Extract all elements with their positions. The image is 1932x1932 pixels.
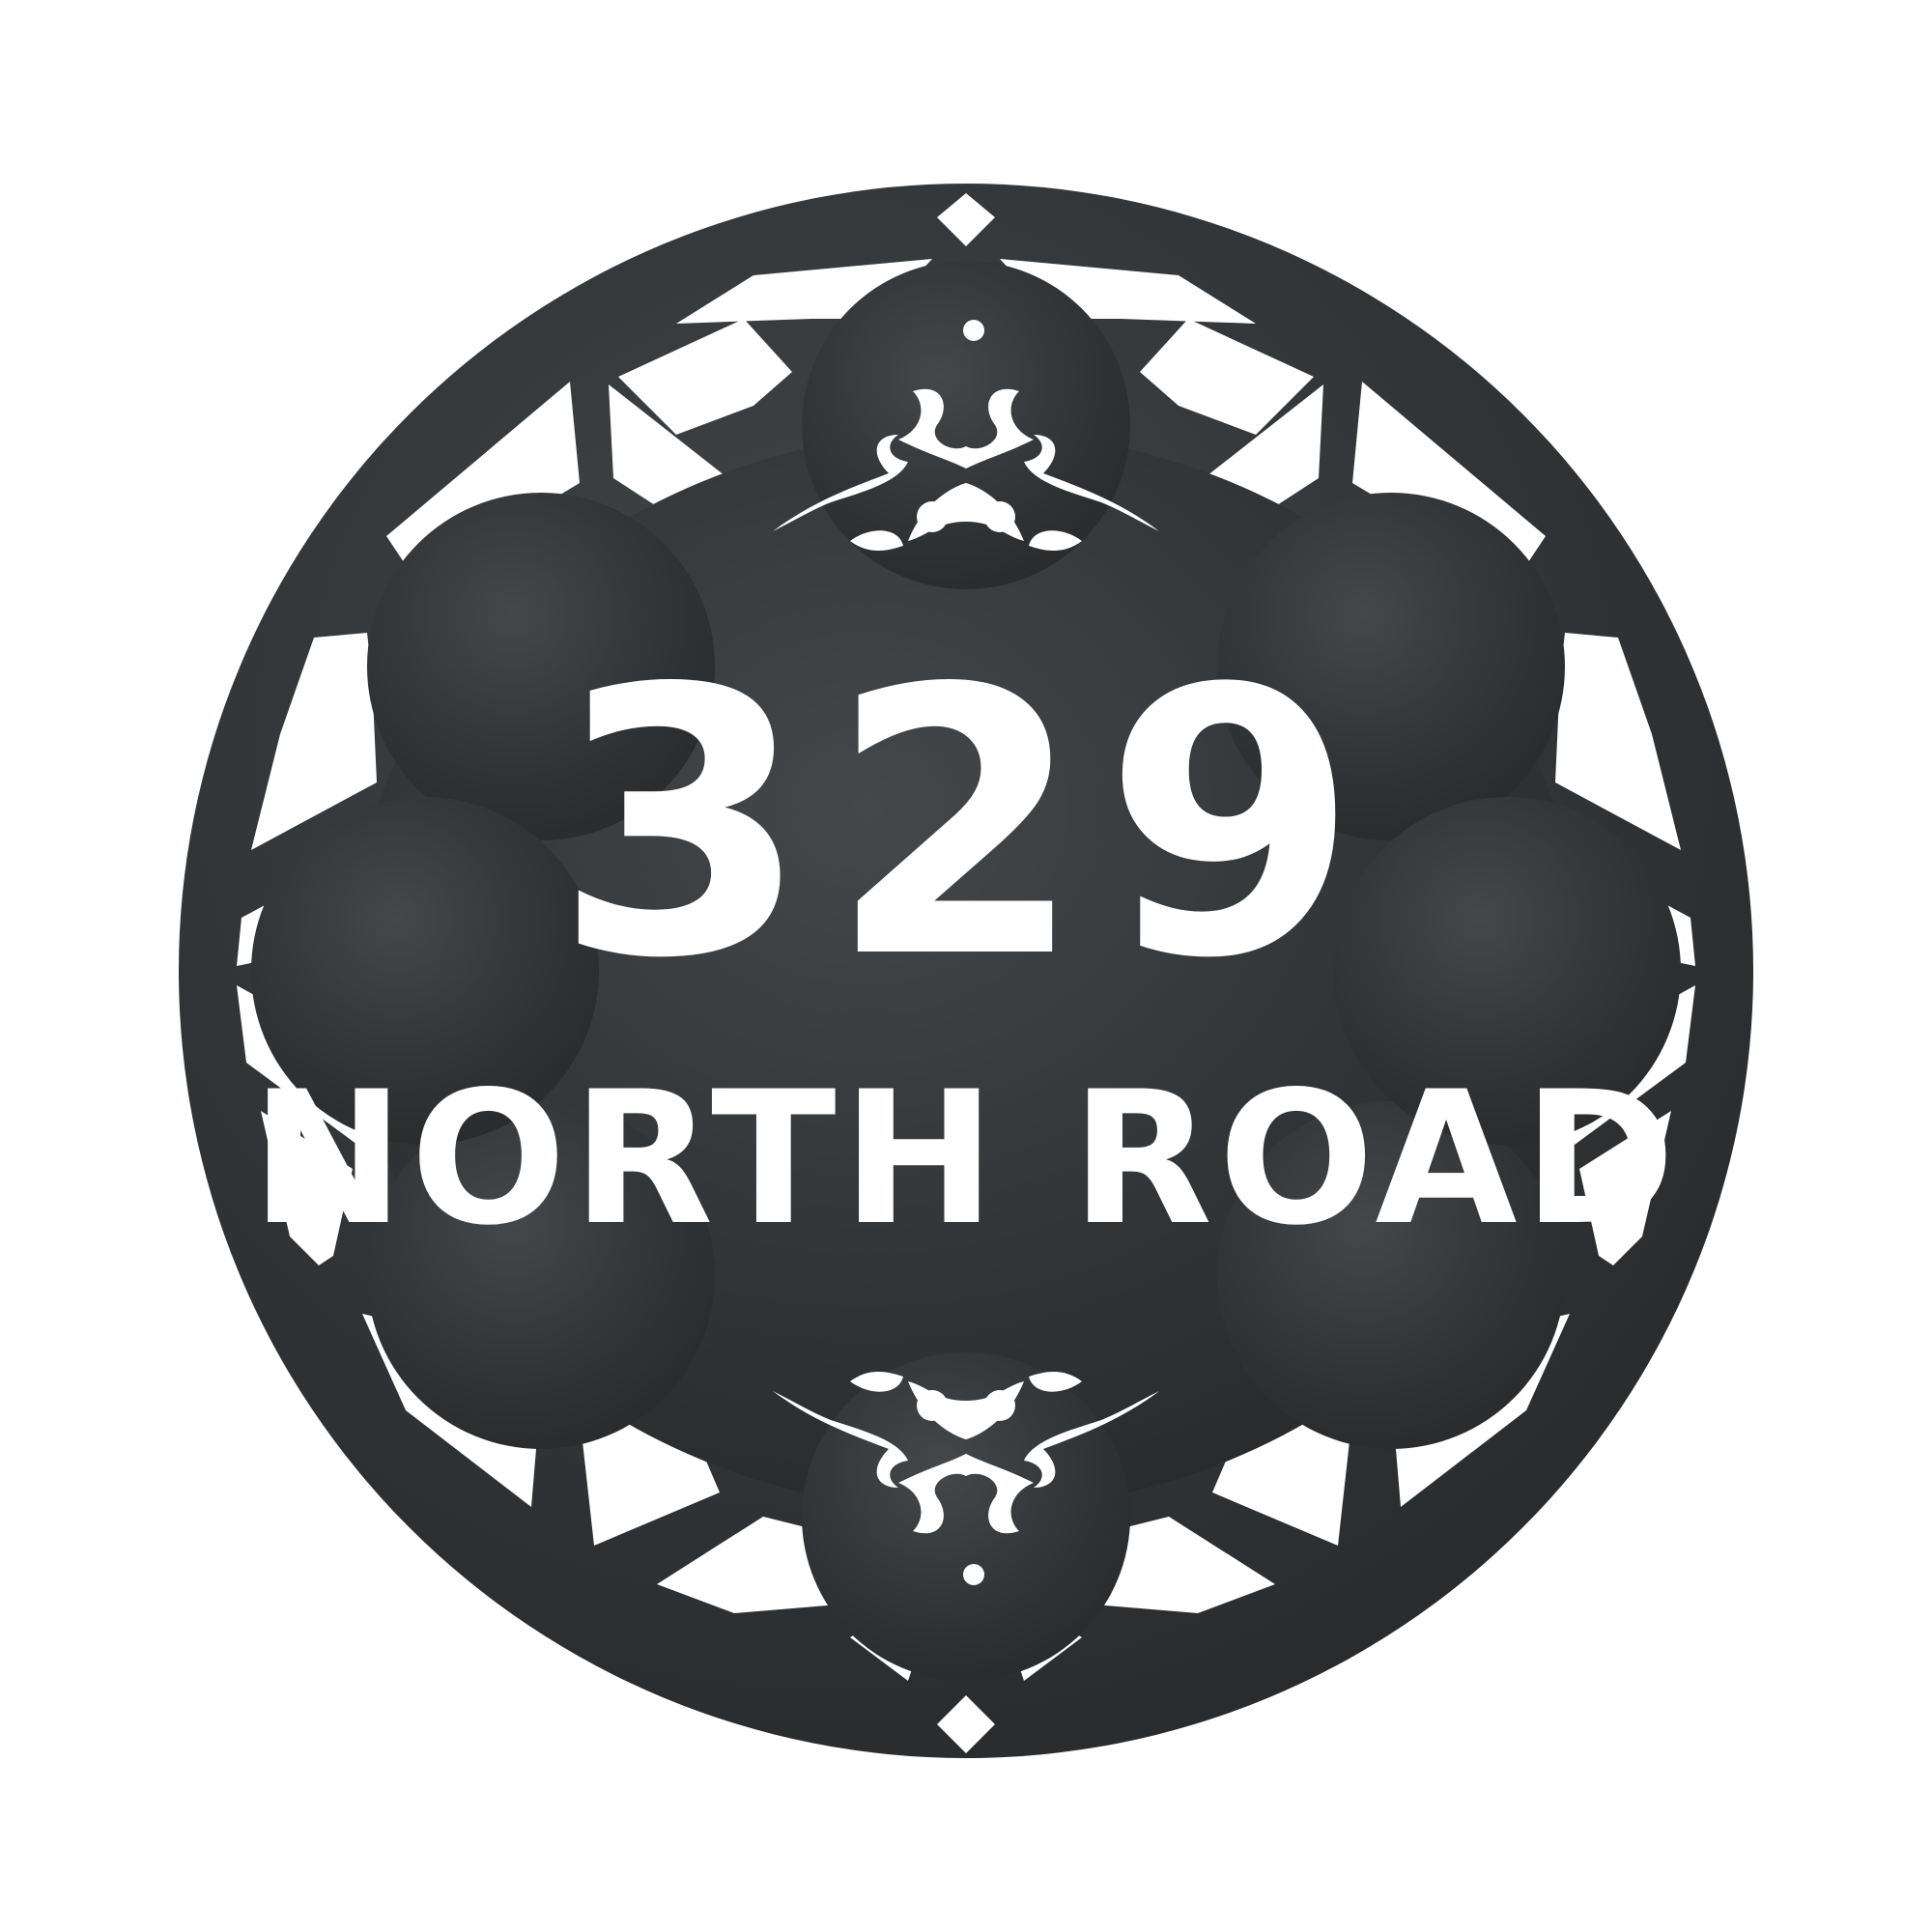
house-number: 329 — [554, 611, 1378, 1038]
circle-hole-icon — [963, 1564, 984, 1585]
circle-hole-icon — [963, 320, 984, 341]
street-name: NORTH ROAD — [250, 1052, 1682, 1265]
